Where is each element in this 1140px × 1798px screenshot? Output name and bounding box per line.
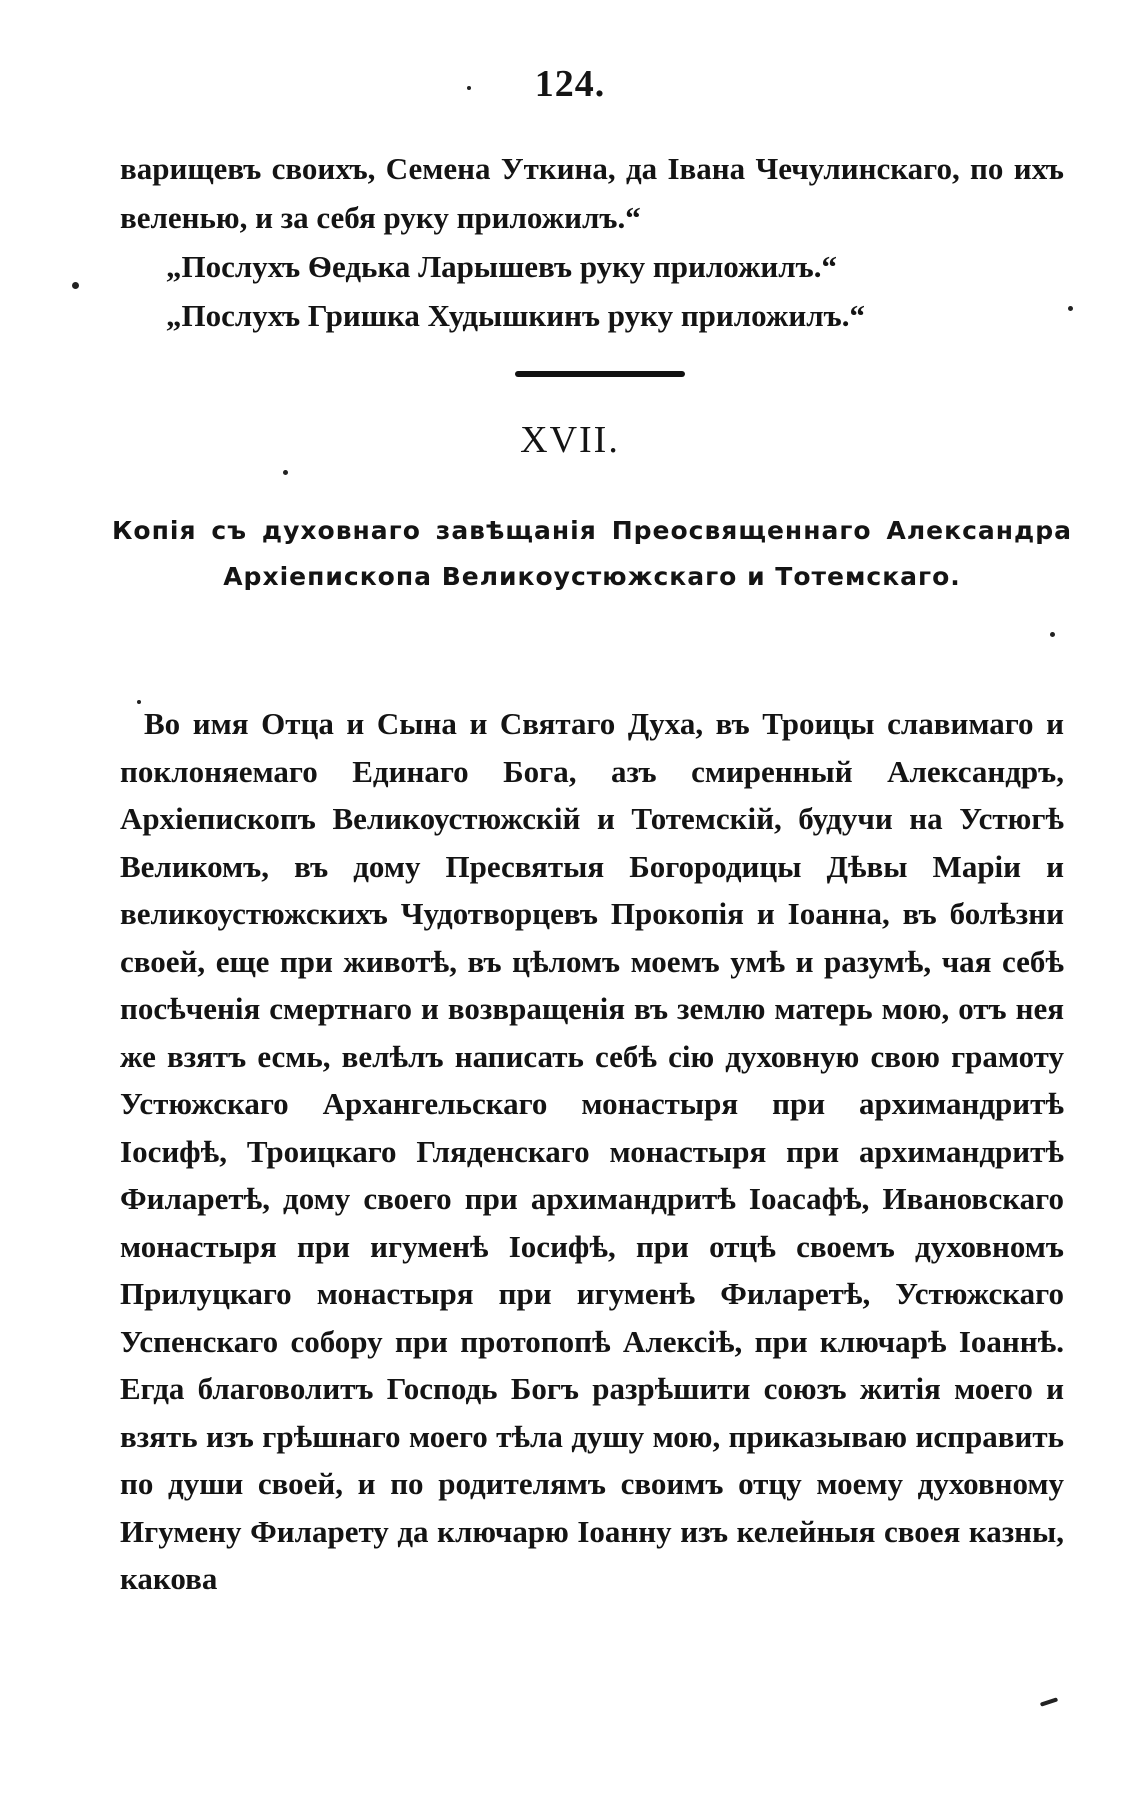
body-paragraph: Во имя Отца и Сына и Святаго Духа, въ Троицы славимаго и поклоняемаго Единаго Бога, азъ смиренный Александръ, Архіепископъ Великоустюжскій и Тотемскій, будучи на Устюгѣ Великомъ, въ дому Пресвятыя Богородицы Дѣвы Маріи и великоустюжскихъ Чудотворцевъ Прокопія и Іоанна, въ болѣзни своей, еще при животѣ, въ цѣломъ моемъ умѣ и разумѣ, чая себѣ посѣченія смертнаго и возвращенія въ землю матерь мою, отъ нея же взятъ есмь, велѣлъ написать себѣ сію духовную свою грамоту Устюжскаго Архангельскаго монастыря при архимандритѣ Іосифѣ, Троицкаго Гляденскаго монастыря при архимандритѣ Филаретѣ, дому своего при архимандритѣ Іоасафѣ, Ивановскаго монастыря при игуменѣ Іосифѣ, при отцѣ своемъ духовномъ Прилуцкаго монастыря при игуменѣ Филаретѣ, Устюжскаго Успенскаго собору при протопопѣ Алексіѣ, при ключарѣ Іоаннѣ. Егда благоволитъ Господь Богъ разрѣшити союзъ житія моего и взять изъ грѣшнаго моего тѣла душу мою, приказываю исправить по души своей, и по родителямъ своимъ отцу моему духовному Игумену Филарету да ключарю Іоанну изъ келейныя своея казны, какова	[120, 706, 1064, 1596]
page-number: 124.	[534, 63, 606, 105]
continuation-line: „Послухъ Гришка Худышкинъ руку приложилъ.“	[166, 298, 865, 333]
continuation-text	[120, 144, 1064, 340]
print-speck	[1040, 1697, 1058, 1706]
print-speck	[467, 86, 471, 90]
continuation-line: „Послухъ Ѳедька Ларышевъ руку приложилъ.“	[166, 249, 837, 284]
section-divider	[515, 371, 685, 377]
section-body	[120, 700, 1064, 1603]
print-speck	[137, 700, 141, 704]
print-speck	[1050, 632, 1055, 637]
print-speck	[1068, 306, 1073, 311]
continuation-line: варищевъ своихъ, Семена Уткина, да Івана Чечулинскаго, по ихъ веленью, и за себя руку приложилъ.“	[120, 151, 1064, 235]
section-heading: Копія съ духовнаго завѣщанія Преосвященнаго Александра Архіепископа Великоустюжскаго и Тотемскаго.	[112, 516, 1072, 591]
section-number: XVII.	[520, 419, 620, 461]
print-speck	[72, 282, 79, 289]
print-speck	[283, 470, 288, 475]
